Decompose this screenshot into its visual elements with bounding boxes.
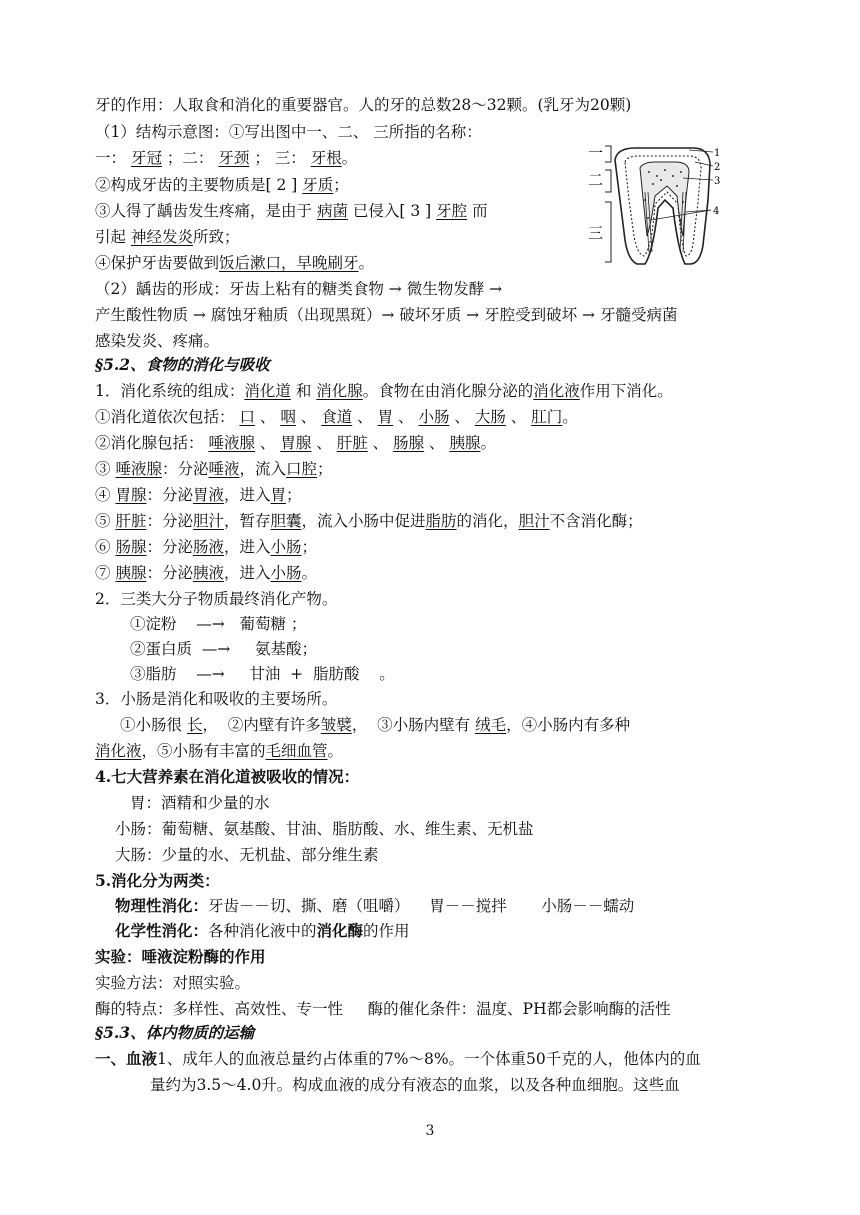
gastric-gland-line: ④ 胃腺：分泌胃液，进入胃； <box>95 486 302 504</box>
diagram-number-3: 3 <box>714 176 721 187</box>
diagram-label-three: 三 <box>588 224 604 242</box>
section-5-2-title: §5.2、食物的消化与吸收 <box>95 355 270 374</box>
caries-formation-line: （2）龋齿的形成：牙齿上粘有的糖类食物 → 微生物发酵 → <box>95 280 503 298</box>
digestion-products-heading: 2．三类大分子物质最终消化产物。 <box>95 590 338 608</box>
digestion-types-heading: 5.消化分为两类： <box>95 871 220 890</box>
blood-line-1: 一、血液1、成年人的血液总量约占体重的7%～8%。一个体重50千克的人，他体内的血 <box>95 1049 701 1068</box>
caries-result-line: 感染发炎、疼痛。 <box>95 332 220 350</box>
large-intestine-absorption: 大肠：少量的水、无机盐、部分维生素 <box>115 846 379 864</box>
protein-product: ②蛋白质 —→ 氨基酸； <box>130 640 317 658</box>
caries-process-line: 产生酸性物质 → 腐蚀牙釉质（出现黑斑）→ 破坏牙质 → 牙腔受到破坏 → 牙髓受病菌 <box>95 306 678 324</box>
digestive-canal-line: ①消化道依次包括： 口 、 咽 、 食道 、 胃 、 小肠 、 大肠 、 肛门。 <box>95 408 578 426</box>
salivary-gland-line: ③ 唾液腺：分泌唾液，流入口腔； <box>95 460 333 478</box>
experiment-method: 实验方法：对照实验。 <box>95 974 251 992</box>
nutrient-absorption-heading: 4.七大营养素在消化道被吸收的情况： <box>95 767 360 786</box>
liver-line: ⑤ 肝脏：分泌胆汁，暂存胆囊，流入小肠中促进脂肪的消化，胆汁不含消化酶； <box>95 512 643 530</box>
teeth-intro: 牙的作用：人取食和消化的重要器官。人的牙的总数28～32颗。(乳牙为20颗) <box>95 96 632 114</box>
chemical-digestion-line: 化学性消化：各种消化液中的消化酶的作用 <box>115 921 410 940</box>
diagram-number-2: 2 <box>714 162 721 173</box>
structure-question: （1）结构示意图：①写出图中一、二、 三所指的名称： <box>95 123 482 141</box>
experiment-heading: 实验：唾液淀粉酶的作用 <box>95 947 266 966</box>
pancreas-line: ⑦ 胰腺：分泌胰液，进入小肠。 <box>95 564 318 582</box>
small-intestine-features: ①小肠很 长， ②内壁有许多皱襞， ③小肠内壁有 绒毛，④小肠内有多种 <box>120 716 631 734</box>
enzyme-properties: 酶的特点：多样性、高效性、专一性 酶的催化条件：温度、PH都会影响酶的活性 <box>95 1000 671 1018</box>
tooth-care-line: ④保护牙齿要做到饭后漱口，早晚刷牙。 <box>95 254 375 272</box>
tooth-parts-answer: 一： 牙冠 ；二： 牙颈 ； 三： 牙根。 <box>95 149 358 167</box>
page-number: 3 <box>425 1123 435 1139</box>
caries-pain-line: ③人得了龋齿发生疼痛，是由于 病菌 已侵入[ 3 ] 牙腔 而 <box>95 202 488 220</box>
section-5-3-title: §5.3、体内物质的运输 <box>95 1023 255 1042</box>
diagram-label-one: 一 <box>588 144 604 162</box>
small-intestine-heading: 3．小肠是消化和吸收的主要场所。 <box>95 690 338 708</box>
small-intestine-features-cont: 消化液，⑤小肠有丰富的毛细血管。 <box>95 742 344 760</box>
diagram-number-4: 4 <box>713 206 720 217</box>
caries-cause-line: 引起 神经发炎所致； <box>95 228 240 246</box>
digestive-glands-line: ②消化腺包括： 唾液腺 、 胃腺 、 肝脏 、 肠腺 、 胰腺。 <box>95 434 496 452</box>
intestinal-gland-line: ⑥ 肠腺：分泌肠液，进入小肠； <box>95 538 318 556</box>
small-intestine-absorption: 小肠：葡萄糖、氨基酸、甘油、脂肪酸、水、维生素、无机盐 <box>115 820 534 838</box>
starch-product: ①淀粉 —→ 葡萄糖 ； <box>130 615 307 633</box>
stomach-absorption: 胃：酒精和少量的水 <box>130 794 270 812</box>
digestive-system-line: 1．消化系统的组成：消化道 和 消化腺。食物在由消化腺分泌的消化液作用下消化。 <box>95 382 673 400</box>
diagram-label-two: 二 <box>588 171 604 189</box>
blood-line-2: 量约为3.5～4.0升。构成血液的成分有液态的血浆，以及各种血细胞。这些血 <box>150 1076 680 1094</box>
tooth-material-line: ②构成牙齿的主要物质是[ 2 ] 牙质； <box>95 176 349 194</box>
tooth-structure-diagram <box>585 140 730 272</box>
fat-product: ③脂肪 —→ 甘油 + 脂肪酸 。 <box>130 665 395 683</box>
diagram-number-1: 1 <box>714 148 721 159</box>
physical-digestion-line: 物理性消化：牙齿－－切、撕、磨（咀嚼） 胃－－搅拌 小肠－－蠕动 <box>115 896 635 915</box>
